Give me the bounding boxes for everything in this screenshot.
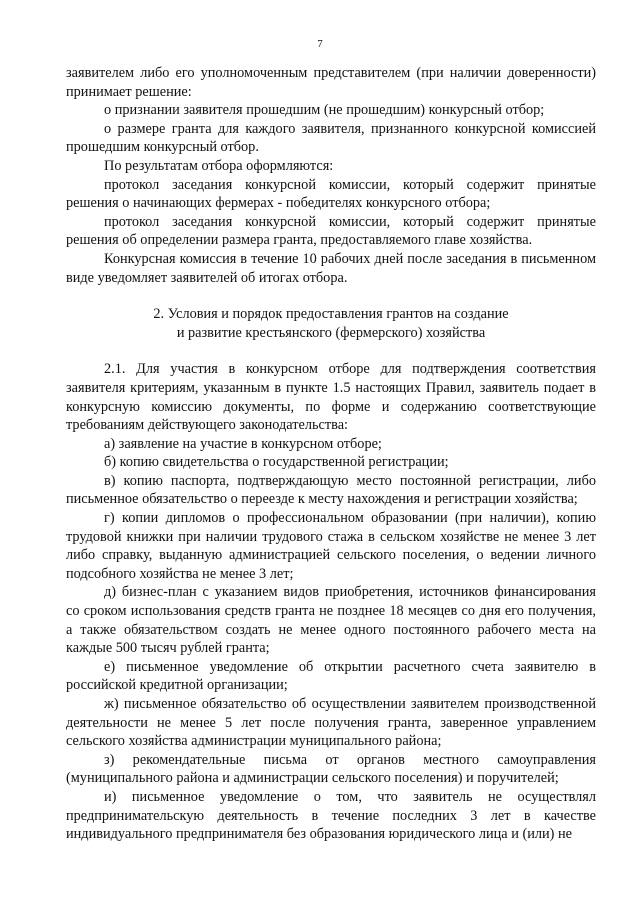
list-item-b: б) копию свидетельства о государственной регистрации; bbox=[104, 454, 449, 471]
paragraph-decision-amount: о размере гранта для каждого заявителя, признанного конкурсной комиссией прошедшим конкурсный отбор. bbox=[66, 120, 596, 156]
list-item-z: з) рекомендательные письма от органов местного самоуправления (муниципального района и администрации сельского поселения) и поручителей; bbox=[66, 751, 596, 787]
paragraph-results-intro: По результатам отбора оформляются: bbox=[104, 157, 334, 174]
list-item-d: д) бизнес-план с указанием видов приобретения, источников финансирования со сроком использования средств гранта не позднее 18 месяцев со дня его получения, а также обязательством создать не менее одного постоянного рабочего места на каждые 500 тысяч рублей гранта; bbox=[66, 584, 596, 657]
section-heading-line-1: 2. Условия и порядок предоставления грантов на создание bbox=[153, 306, 509, 323]
list-item-v: в) копию паспорта, подтверждающую место постоянной регистрации, либо письменное обязательство о переезде к месту нахождения и регистрации хозяйства; bbox=[66, 472, 596, 508]
list-item-g: г) копии дипломов о профессиональном образовании (при наличии), копию трудовой книжки при наличии трудового стажа в сельском хозяйстве не менее 3 лет либо справку, выданную администрацией сельского поселения, о ведении личного подсобного хозяйства не менее 3 лет; bbox=[66, 510, 596, 582]
section-heading-line-2: и развитие крестьянского (фермерского) хозяйства bbox=[176, 324, 486, 341]
paragraph-continuation: заявителем либо его уполномоченным представителем (при наличии доверенности) принимает решение: bbox=[66, 65, 596, 100]
list-item-e: е) письменное уведомление об открытии расчетного счета заявителю в российской кредитной организации; bbox=[66, 658, 596, 694]
paragraph-protocol-grant-size: протокол заседания конкурсной комиссии, который содержит принятые решения об определении размера гранта, предоставляемого главе хозяйства. bbox=[66, 213, 596, 249]
page-number: 7 bbox=[317, 38, 323, 50]
list-item-zh: ж) письменное обязательство об осуществлении заявителем производственной деятельности не менее 5 лет после получения гранта, заверенное управлением сельского хозяйства администрации муниципального района; bbox=[66, 696, 596, 750]
section-heading bbox=[66, 305, 596, 342]
paragraph-2-1: 2.1. Для участия в конкурсном отборе для подтверждения соответствия заявителя критериям, указанным в пункте 1.5 настоящих Правил, заявитель подает в конкурсную комиссию документы, по форме и содержанию соответствующие требованиям действующего законодательства: bbox=[66, 361, 596, 434]
paragraph-decision-pass: о признании заявителя прошедшим (не прошедшим) конкурсный отбор; bbox=[104, 102, 545, 119]
list-item-i: и) письменное уведомление о том, что заявитель не осуществлял предпринимательскую деятельность в течение последних 3 лет в качестве индивидуального предпринимателя без образования юридического лица и (или) не bbox=[66, 788, 596, 843]
document-body bbox=[66, 64, 596, 844]
paragraph-notification: Конкурсная комиссия в течение 10 рабочих дней после заседания в письменном виде уведомляет заявителей об итогах отбора. bbox=[66, 250, 596, 286]
list-item-a: а) заявление на участие в конкурсном отборе; bbox=[104, 435, 382, 452]
paragraph-protocol-winners: протокол заседания конкурсной комиссии, который содержит принятые решения о начинающих фермерах - победителях конкурсного отбора; bbox=[66, 176, 596, 212]
